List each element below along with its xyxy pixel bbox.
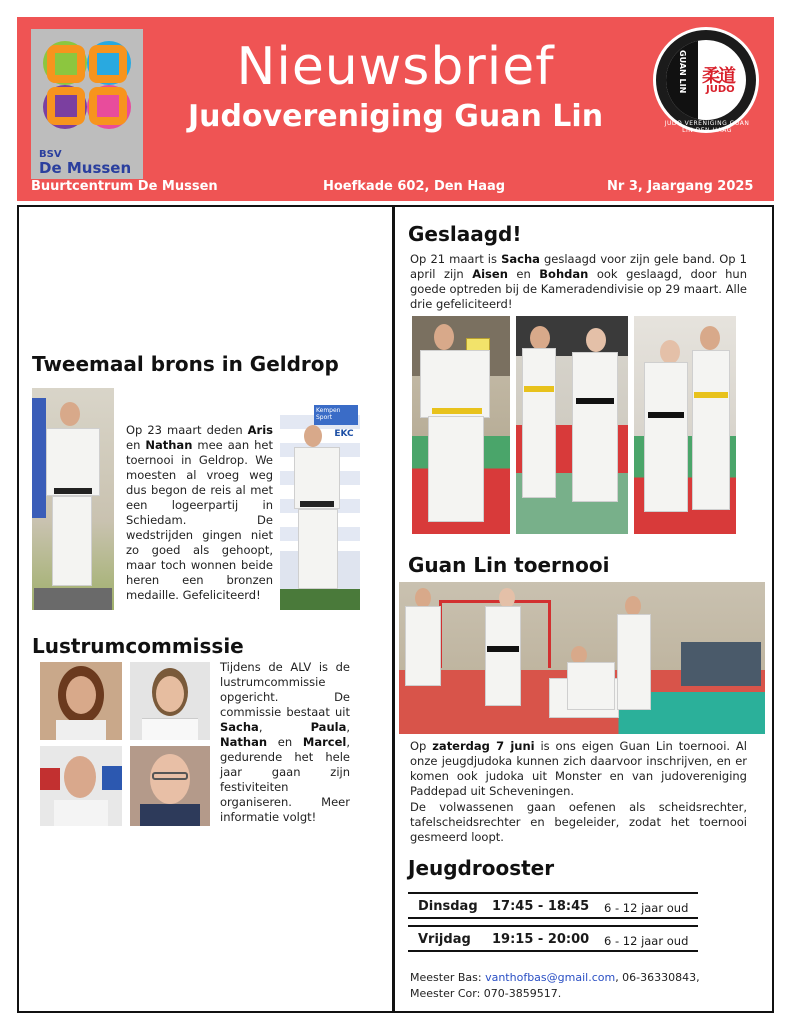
contact-line-bas — [410, 970, 700, 986]
brons-text-2: en — [126, 438, 146, 452]
ekc-sign: EKC — [330, 429, 358, 443]
logo-judo-text: JUDO — [706, 84, 735, 95]
lustrum-text-1: Tijdens de ALV is de lustrumcommissie opgericht. De commissie bestaat uit — [220, 660, 350, 719]
toernooi-text-2: is ons eigen Guan Lin toernooi. Al onze jeugdjudoka kunnen zich daarvoor inschrijven, en er komen ook judoka uit Monster en van judovereniging Paddepad uit Scheveningen. — [410, 739, 747, 798]
logo-kanji: 柔道 — [702, 66, 734, 87]
lustrum-name-nathan: Nathan — [220, 735, 268, 749]
lustrum-text-2: , gedurende het hele jaar gaan zijn festiviteiten organiseren. Meer informatie volgt! — [220, 735, 350, 824]
lustrum-sep-3: en — [267, 735, 303, 749]
schedule-time: 19:15 - 20:00 — [492, 932, 590, 947]
contact-line-cor: Meester Cor: 070-3859517. — [410, 987, 562, 1000]
contact-bas-phone: , 06-36330843, — [615, 971, 700, 984]
sponsor-sign: Kempen Sport — [314, 405, 358, 425]
sacha-yellow-belt-photo — [412, 316, 510, 534]
belt-ceremony-photo-2 — [634, 316, 736, 534]
geslaagd-text-3: en — [507, 267, 540, 281]
schedule-row-vrijdag — [408, 925, 698, 952]
geslaagd-name-sacha: Sacha — [501, 252, 540, 266]
toernooi-text-volwassenen: De volwassenen gaan oefenen als scheidsrechter, tafelscheidsrechter en begeleider, zodat het toernooi gesmeerd loopt. — [410, 800, 747, 844]
judo-club-logo-icon — [653, 27, 759, 133]
column-divider — [392, 205, 395, 1013]
brons-name-aris: Aris — [247, 423, 273, 437]
geslaagd-text-2: geslaagd voor zijn gele band. Op 1 april zijn — [410, 252, 748, 281]
portrait-nathan — [40, 746, 122, 826]
lustrum-name-marcel: Marcel — [302, 735, 347, 749]
logo-bsv-text: BSV — [39, 149, 62, 160]
aris-medal-photo — [32, 388, 114, 610]
geslaagd-name-aisen: Aisen — [472, 267, 508, 281]
brons-name-nathan: Nathan — [145, 438, 193, 452]
contact-info — [410, 970, 700, 1002]
lustrum-sep-1: , — [258, 720, 311, 734]
geslaagd-text-4: ook geslaagd, door hun goede optreden bij de Kameradendivisie op 29 maart. Alle drie gefeliciteerd! — [410, 267, 747, 311]
lustrum-heading: Lustrumcommissie — [32, 634, 244, 658]
belt-ceremony-photo-1 — [516, 316, 628, 534]
lustrum-text — [220, 660, 350, 825]
brons-text-3: mee aan het toernooi in Geldrop. We moesten al vroeg weg dus begon de reis al met een logeerpartij in Schiedam. De wedstrijden gingen niet zo goed als gehoopt, maar toch wonnen beide heren een bronzen medaille. Gefeliciteerd! — [126, 438, 273, 602]
schedule-row-dinsdag — [408, 892, 698, 919]
geslaagd-text — [410, 252, 747, 312]
portrait-sacha — [40, 662, 122, 740]
toernooi-heading: Guan Lin toernooi — [408, 553, 610, 577]
jeugd-heading: Jeugdrooster — [408, 856, 555, 880]
newsletter-banner — [17, 17, 774, 201]
schedule-age: 6 - 12 jaar oud — [604, 901, 689, 915]
venue-address: Hoefkade 602, Den Haag — [323, 179, 506, 194]
schedule-day: Vrijdag — [418, 932, 471, 947]
portrait-paula — [130, 662, 210, 740]
newsletter-subtitle: Judovereniging Guan Lin — [187, 99, 604, 134]
toernooi-text — [410, 739, 747, 799]
schedule-time: 17:45 - 18:45 — [492, 899, 590, 914]
schedule-day: Dinsdag — [418, 899, 478, 914]
brons-heading: Tweemaal brons in Geldrop — [32, 352, 339, 376]
logo-inner — [666, 40, 746, 120]
brons-text — [126, 423, 273, 603]
portrait-marcel — [130, 746, 210, 826]
toernooi-date: zaterdag 7 juni — [432, 739, 535, 753]
geslaagd-text-1: Op 21 maart is — [410, 252, 502, 266]
newsletter-title: Nieuwsbrief — [236, 37, 555, 97]
schedule-age: 6 - 12 jaar oud — [604, 934, 689, 948]
contact-bas-label: Meester Bas: — [410, 971, 486, 984]
lustrum-name-paula: Paula — [310, 720, 347, 734]
logo-vertical-text: GUAN LIN — [678, 50, 687, 94]
geslaagd-heading: Geslaagd! — [408, 222, 522, 246]
lustrum-name-sacha: Sacha — [220, 720, 259, 734]
issue-number: Nr 3, Jaargang 2025 — [607, 179, 754, 194]
venue-name: Buurtcentrum De Mussen — [31, 179, 218, 194]
geslaagd-name-bohdan: Bohdan — [539, 267, 589, 281]
toernooi-text-1: Op — [410, 739, 433, 753]
nathan-medal-photo — [280, 401, 360, 610]
logo-mussen-text: De Mussen — [39, 159, 132, 177]
contact-email-link[interactable]: vanthofbas@gmail.com — [485, 971, 616, 984]
tournament-photo — [399, 582, 765, 734]
brons-text-1: Op 23 maart deden — [126, 423, 248, 437]
lustrum-sep-2: , — [346, 720, 350, 734]
logo-ring-text: JUDO VERENIGING GUAN LIN DEN HAAG — [664, 120, 750, 134]
